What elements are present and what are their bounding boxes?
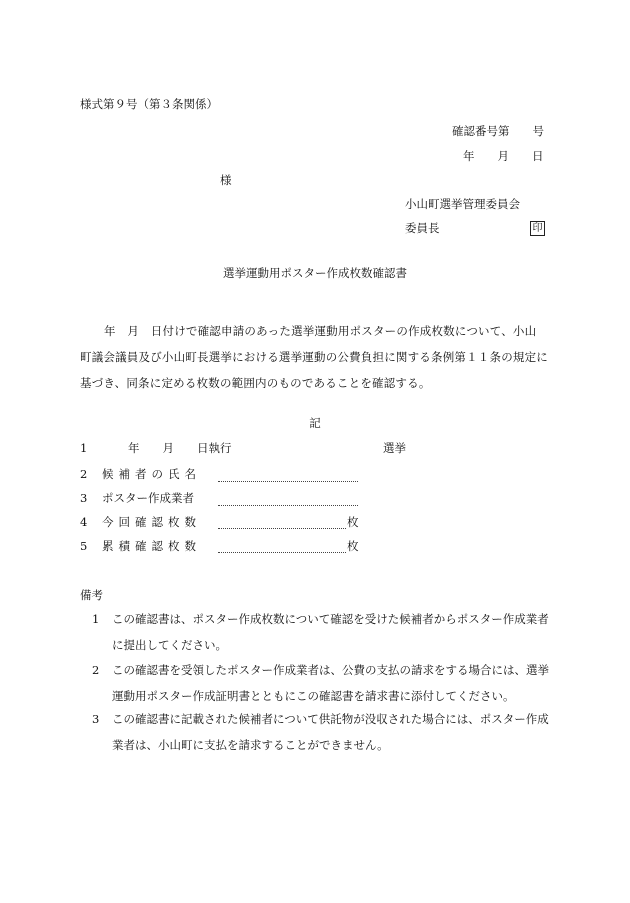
document-title: 選挙運動用ポスター作成枚数確認書 <box>223 266 407 280</box>
note-3-text: この確認書に記載された候補者について供託物が没収された場合には、ポスター作成業者は、小山町に支払を請求することができません。 <box>112 712 549 752</box>
item-1-number: 1 <box>80 441 88 455</box>
note-3 <box>80 706 550 758</box>
confirm-number: 確認番号第 号 <box>452 124 544 138</box>
item-4-label: 今回確認枚数 <box>102 515 201 529</box>
addressee-suffix: 様 <box>220 173 232 187</box>
item-3-number: 3 <box>80 491 88 505</box>
body-paragraph <box>80 318 548 396</box>
note-1 <box>80 606 550 658</box>
note-1-text: この確認書は、ポスター作成枚数について確認を受けた候補者からポスター作成業者に提出してください。 <box>112 612 549 652</box>
item-2-blank-line <box>218 481 358 482</box>
item-5-blank-line <box>218 552 346 553</box>
item-5-number: 5 <box>80 539 88 553</box>
item-3-blank-line <box>218 505 358 506</box>
issuer-org: 小山町選挙管理委員会 <box>405 197 520 211</box>
item-5-suffix: 枚 <box>347 539 359 553</box>
item-2-number: 2 <box>80 467 88 481</box>
note-2-number: 2 <box>92 663 100 677</box>
issuer-title: 委員長 <box>405 221 440 235</box>
note-2-text: この確認書を受領したポスター作成業者は、公費の支払の請求をする場合には、選挙運動用ポスター作成証明書とともにこの確認書を請求書に添付してください。 <box>112 663 549 703</box>
seal-stamp: 印 <box>530 221 545 236</box>
issue-date: 年 月 日 <box>463 149 544 163</box>
item-1-suffix: 選挙 <box>383 441 406 455</box>
item-3-label: ポスター作成業者 <box>102 491 194 505</box>
notes-title: 備考 <box>80 588 103 602</box>
item-2-label: 候補者の氏名 <box>102 467 201 481</box>
form-label: 様式第９号（第３条関係） <box>80 97 218 111</box>
item-4-blank-line <box>218 528 346 529</box>
note-3-number: 3 <box>92 712 100 726</box>
item-1-label: 年 月 日執行 <box>128 441 232 455</box>
note-2 <box>80 657 550 709</box>
item-5-label: 累積確認枚数 <box>102 539 201 553</box>
note-1-number: 1 <box>92 612 100 626</box>
item-4-suffix: 枚 <box>347 515 359 529</box>
ki-heading: 記 <box>309 416 321 430</box>
item-4-number: 4 <box>80 515 88 529</box>
body-text: 年 月 日付けで確認申請のあった選挙運動用ポスターの作成枚数について、小山町議会議員及び小山町長選挙における選挙運動の公費負担に関する条例第１１条の規定に基づき、同条に定める枚数の範囲内のものであることを確認する。 <box>80 324 548 390</box>
